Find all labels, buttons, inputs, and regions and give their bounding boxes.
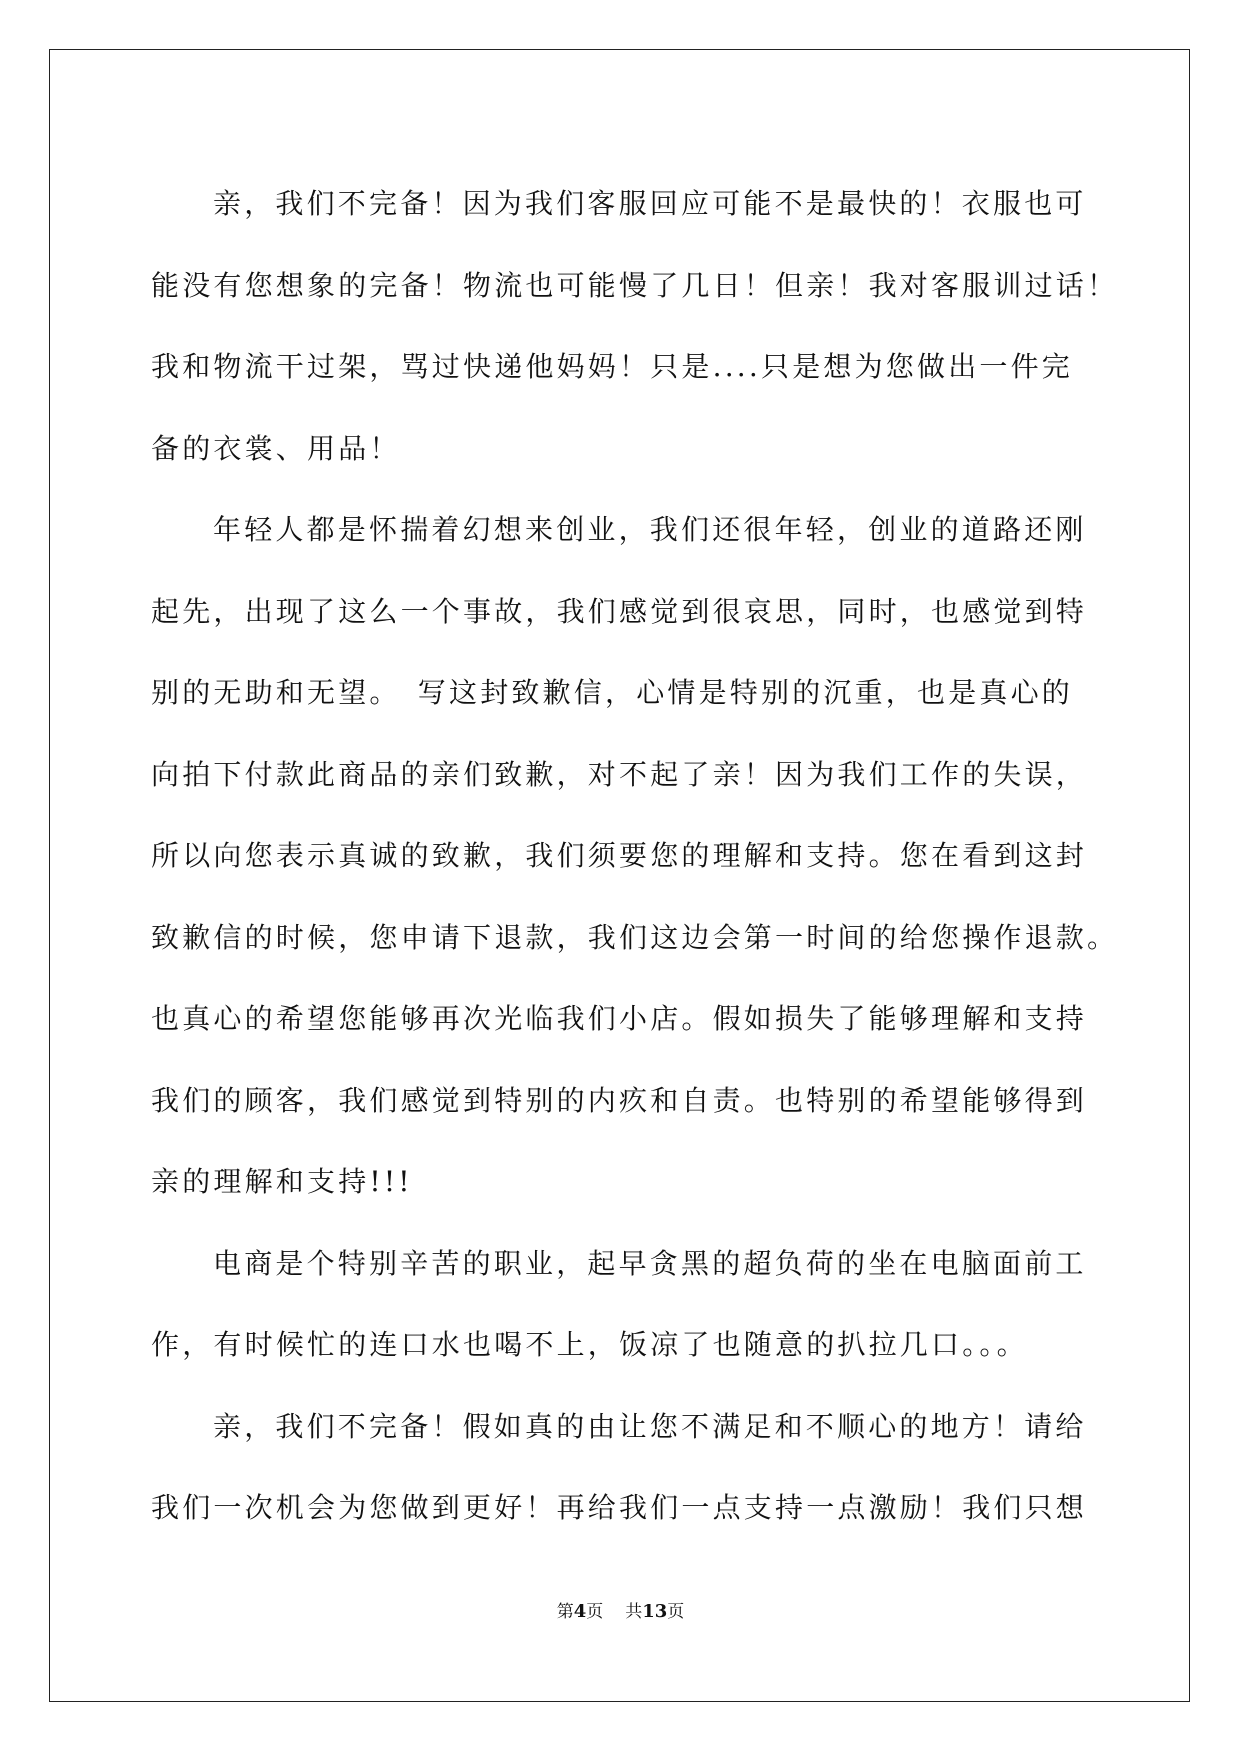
text-line: 所以向您表示真诚的致歉，我们须要您的理解和支持。您在看到这封 [151, 839, 1088, 872]
text-line: 年轻人都是怀揣着幻想来创业，我们还很年轻，创业的道路还刚 [213, 513, 1087, 546]
text-line: 亲，我们不完备！因为我们客服回应可能不是最快的！衣服也可 [213, 187, 1087, 220]
text-line: 亲的理解和支持!!! [151, 1165, 413, 1198]
total-prefix: 共 [625, 1602, 643, 1622]
text-line: 别的无助和无望。 写这封致歉信，心情是特别的沉重，也是真心的 [151, 676, 1074, 709]
text-line: 亲，我们不完备！假如真的由让您不满足和不顺心的地方！请给 [213, 1409, 1087, 1443]
text-line: 作，有时候忙的连口水也喝不上，饭凉了也随意的扒拉几口。。。 [151, 1328, 1028, 1361]
page-number: 4 [573, 1601, 587, 1622]
text-line: 致歉信的时候，您申请下退款，我们这边会第一时间的给您操作退款。 [151, 920, 1119, 954]
page-prefix: 第 [556, 1602, 574, 1622]
total-pages: 13 [642, 1601, 668, 1622]
text-line: 我和物流干过架，骂过快递他妈妈！只是....只是想为您做出一件完 [151, 350, 1074, 383]
document-body [151, 163, 1119, 1549]
text-line: 我们一次机会为您做到更好！再给我们一点支持一点激励！我们只想 [151, 1491, 1088, 1524]
text-line: 起先，出现了这么一个事故，我们感觉到很哀思，同时，也感觉到特 [151, 594, 1088, 628]
text-line: 我们的顾客，我们感觉到特别的内疚和自责。也特别的希望能够得到 [151, 1083, 1088, 1117]
text-line: 备的衣裳、用品！ [151, 431, 401, 465]
total-suffix: 页 [667, 1602, 685, 1622]
text-line: 能没有您想象的完备！物流也可能慢了几日！但亲！我对客服训过话！ [151, 268, 1119, 302]
text-line: 向拍下付款此商品的亲们致歉，对不起了亲！因为我们工作的失误， [151, 757, 1088, 791]
text-line: 电商是个特别辛苦的职业，起早贪黑的超负荷的坐在电脑面前工 [213, 1246, 1087, 1280]
page-suffix: 页 [586, 1602, 604, 1622]
page-footer [0, 1597, 1241, 1622]
text-line: 也真心的希望您能够再次光临我们小店。假如损失了能够理解和支持 [151, 1002, 1088, 1035]
